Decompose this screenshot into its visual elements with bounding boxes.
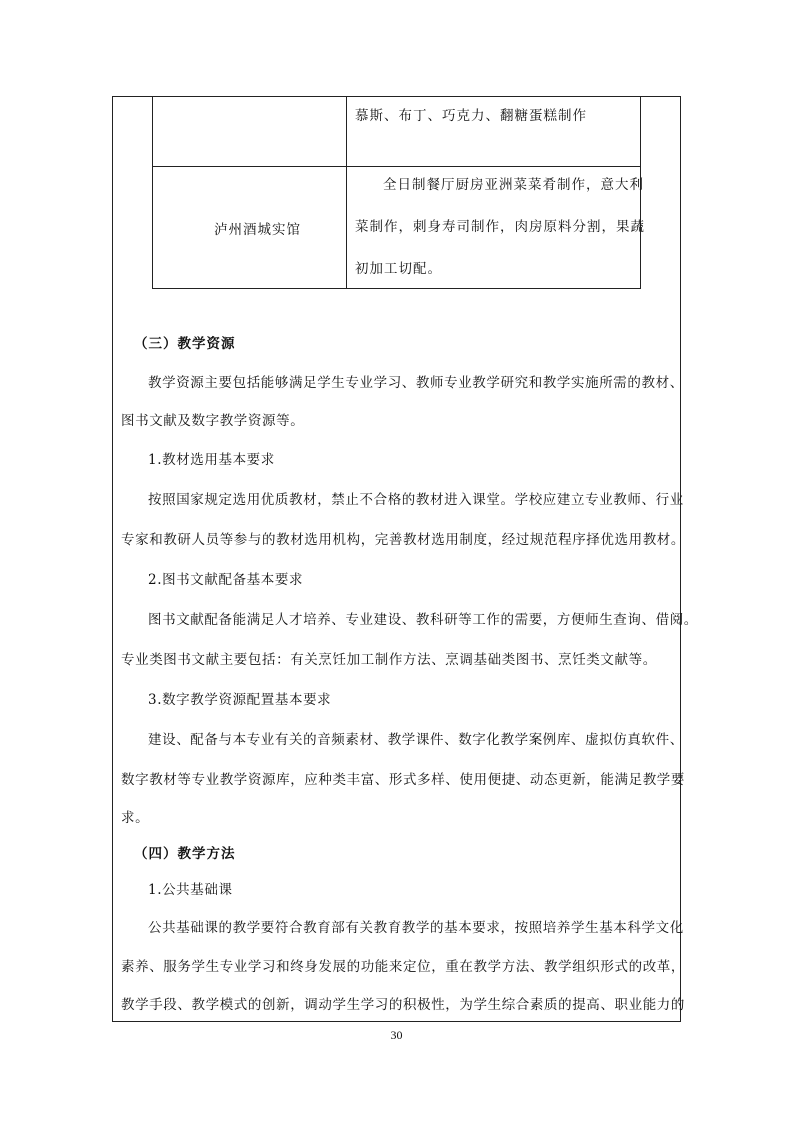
section3-item1-line1: 按照国家规定选用优质教材，禁止不合格的教材进入课堂。学校应建立专业教师、行业 (148, 492, 684, 508)
section3-intro-line2: 图书文献及数字教学资源等。 (121, 413, 305, 429)
table-row1-content: 慕斯、布丁、巧克力、翻糖蛋糕制作 (355, 108, 587, 124)
section3-intro-line1: 教学资源主要包括能够满足学生专业学习、教师专业教学研究和教学实施所需的教材、 (148, 375, 684, 391)
table-row2-place: 泸州酒城实馆 (214, 222, 301, 238)
section3-item3-line2: 数字教材等专业教学资源库，应种类丰富、形式多样、使用便捷、动态更新，能满足教学要 (121, 772, 685, 788)
section3-item1-title: 1.教材选用基本要求 (148, 452, 275, 468)
section4-item1-line2: 素养、服务学生专业学习和终身发展的功能来定位，重在教学方法、教学组织形式的改革， (121, 959, 685, 975)
section3-item2-title: 2.图书文献配备基本要求 (148, 572, 304, 588)
section3-item3-line1: 建设、配备与本专业有关的音频素材、教学课件、数字化教学案例库、虚拟仿真软件、 (148, 732, 684, 748)
table-row2-line2: 菜制作，刺身寿司制作，肉房原料分割，果蔬 (355, 219, 645, 235)
table-row2-line3: 初加工切配。 (355, 261, 442, 277)
table-row2-line1: 全日制餐厅厨房亚洲菜菜肴制作，意大利 (383, 177, 644, 193)
section4-heading: （四）教学方法 (134, 846, 236, 862)
section3-item1-line2: 专家和教研人员等参与的教材选用机构，完善教材选用制度，经过规范程序择优选用教材。 (121, 532, 685, 548)
section4-item1-line1: 公共基础课的教学要符合教育部有关教育教学的基本要求，按照培养学生基本科学文化 (148, 920, 684, 936)
section4-item1-title: 1.公共基础课 (148, 882, 233, 898)
section3-item3-line3: 求。 (121, 810, 150, 826)
section4-item1-line3: 教学手段、教学模式的创新，调动学生学习的积极性，为学生综合素质的提高、职业能力的 (121, 997, 685, 1013)
section3-item2-line2: 专业类图书文献主要包括：有关烹饪加工制作方法、烹调基础类图书、烹饪类文献等。 (121, 652, 657, 668)
section3-heading: （三）教学资源 (134, 336, 236, 352)
section3-item3-title: 3.数字教学资源配置基本要求 (148, 692, 332, 708)
section3-item2-line1: 图书文献配备能满足人才培养、专业建设、教科研等工作的需要，方便师生查询、借阅。 (148, 612, 698, 628)
page-number: 30 (390, 1028, 403, 1042)
table-row-divider (153, 166, 640, 167)
table-column-divider (346, 96, 347, 288)
